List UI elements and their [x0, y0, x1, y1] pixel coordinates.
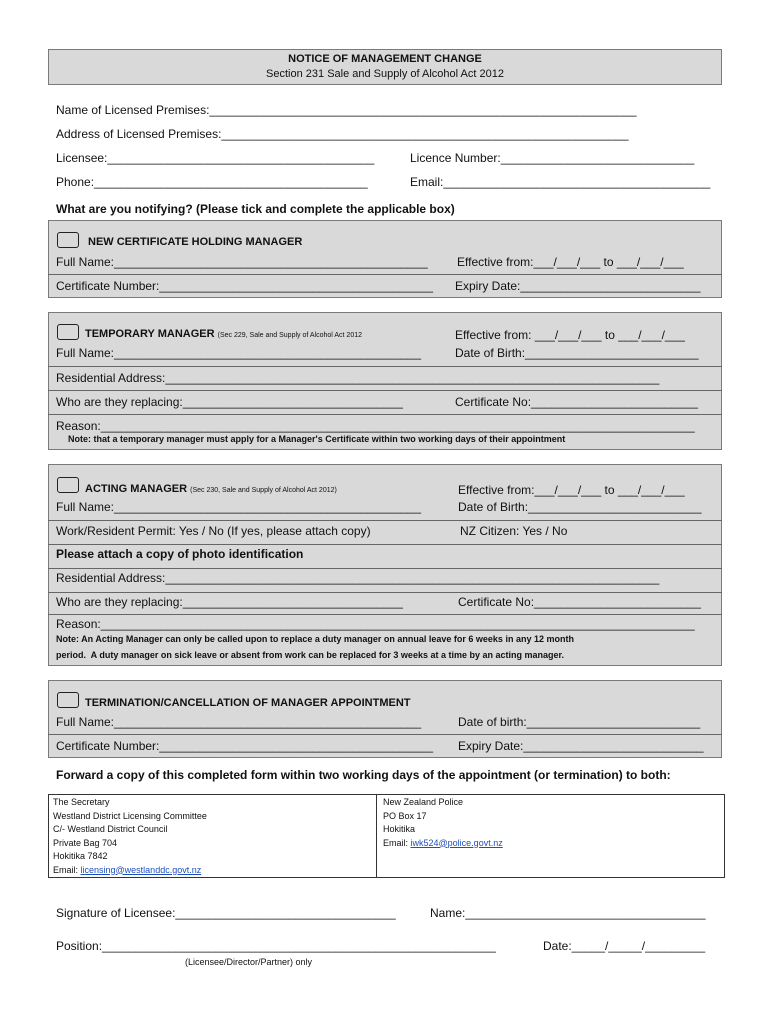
section-divider	[48, 520, 722, 521]
form-subtitle: Section 231 Sale and Supply of Alcohol Act 2012	[266, 68, 504, 80]
temporary-manager-title	[85, 328, 362, 340]
new-manager-full-name-field[interactable]: Full Name:_______________________________________________	[56, 255, 428, 269]
council-line: Westland District Licensing Committee	[53, 810, 207, 821]
temporary-manager-ref: (Sec 229, Sale and Supply of Alcohol Act 2012	[217, 332, 363, 339]
premises-address-field[interactable]: Address of Licensed Premises:_____________________________________________________________	[56, 127, 629, 141]
acting-manager-full-name-field[interactable]: Full Name:______________________________________________	[56, 500, 422, 514]
termination-checkbox[interactable]	[57, 692, 79, 708]
termination-cert-number-field[interactable]: Certificate Number:_________________________________________	[56, 739, 433, 753]
acting-manager-photo-id: Please attach a copy of photo identification	[56, 547, 304, 561]
acting-manager-permit-field[interactable]: Work/Resident Permit: Yes / No (If yes, please attach copy)	[56, 524, 371, 538]
date-field[interactable]: Date:_____/_____/_________	[543, 939, 706, 953]
licensee-field[interactable]: Licensee:________________________________________	[56, 151, 375, 165]
termination-title: TERMINATION/CANCELLATION OF MANAGER APPOINTMENT	[85, 697, 411, 709]
premises-name-field[interactable]: Name of Licensed Premises:________________________________________________________________	[56, 103, 637, 117]
section-divider	[48, 414, 722, 415]
section-divider	[48, 734, 722, 735]
signature-field[interactable]: Signature of Licensee:_________________________________	[56, 906, 396, 920]
temporary-manager-title-text: TEMPORARY MANAGER	[85, 328, 215, 340]
temporary-manager-dob-field[interactable]: Date of Birth:__________________________	[455, 346, 699, 360]
police-email-label: Email:	[383, 837, 411, 848]
council-email-label: Email:	[53, 864, 81, 875]
council-line: Hokitika 7842	[53, 851, 108, 861]
acting-manager-replacing-field[interactable]: Who are they replacing:_________________________________	[56, 595, 403, 609]
acting-manager-note-line-2: period. A duty manager on sick leave or absent from work can be replaced for 3 weeks at a time by an acting manager.	[56, 650, 565, 660]
section-divider	[48, 614, 722, 615]
police-line: New Zealand Police	[383, 797, 464, 807]
section-divider	[48, 390, 722, 391]
temporary-manager-cert-no-field[interactable]: Certificate No:_________________________	[455, 395, 698, 409]
new-manager-expiry-field[interactable]: Expiry Date:___________________________	[455, 279, 701, 293]
termination-full-name-field[interactable]: Full Name:______________________________________________	[56, 715, 422, 729]
police-address	[383, 796, 503, 850]
acting-manager-citizen-field[interactable]: NZ Citizen: Yes / No	[460, 524, 568, 538]
council-address	[53, 796, 207, 877]
section-divider	[48, 568, 722, 569]
acting-manager-title	[85, 483, 337, 495]
temporary-manager-effective-field[interactable]: Effective from: ___/___/___ to ___/___/___	[455, 328, 685, 342]
signature-name-field[interactable]: Name:____________________________________	[430, 906, 706, 920]
acting-manager-dob-field[interactable]: Date of Birth:__________________________	[458, 500, 702, 514]
temporary-manager-note: Note: that a temporary manager must apply for a Manager's Certificate within two working days of their appointment	[68, 434, 566, 444]
address-table-divider	[376, 794, 377, 877]
licence-number-field[interactable]: Licence Number:_____________________________	[410, 151, 695, 165]
section-divider	[48, 274, 722, 275]
police-line: Hokitika	[383, 824, 416, 834]
acting-manager-title-text: ACTING MANAGER	[85, 483, 188, 495]
temporary-manager-checkbox[interactable]	[57, 324, 79, 340]
acting-manager-cert-no-field[interactable]: Certificate No:_________________________	[458, 595, 701, 609]
new-manager-effective-field[interactable]: Effective from:___/___/___ to ___/___/___	[457, 255, 684, 269]
section-divider	[48, 366, 722, 367]
council-email-link[interactable]: licensing@westlanddc.govt.nz	[80, 864, 202, 875]
acting-manager-effective-field[interactable]: Effective from:___/___/___ to ___/___/___	[458, 483, 685, 497]
acting-manager-address-field[interactable]: Residential Address:__________________________________________________________________________	[56, 571, 660, 585]
position-caption: (Licensee/Director/Partner) only	[185, 957, 313, 967]
acting-manager-checkbox[interactable]	[57, 477, 79, 493]
temporary-manager-full-name-field[interactable]: Full Name:______________________________________________	[56, 346, 422, 360]
temporary-manager-reason-field[interactable]: Reason:_________________________________________________________________________________________	[56, 419, 695, 433]
email-field[interactable]: Email:________________________________________	[410, 175, 711, 189]
section-divider	[48, 544, 722, 545]
acting-manager-reason-field[interactable]: Reason:_________________________________________________________________________________________	[56, 617, 695, 631]
council-line: C/- Westland District Council	[53, 824, 168, 834]
section-divider	[48, 592, 722, 593]
temporary-manager-address-field[interactable]: Residential Address:__________________________________________________________________________	[56, 371, 660, 385]
new-manager-checkbox[interactable]	[57, 232, 79, 248]
temporary-manager-replacing-field[interactable]: Who are they replacing:_________________________________	[56, 395, 403, 409]
police-line: PO Box 17	[383, 810, 427, 821]
termination-dob-field[interactable]: Date of birth:__________________________	[458, 715, 701, 729]
notify-question: What are you notifying? (Please tick and complete the applicable box)	[56, 202, 455, 216]
termination-expiry-field[interactable]: Expiry Date:___________________________	[458, 739, 704, 753]
council-line: Private Bag 704	[53, 837, 118, 848]
position-field[interactable]: Position:___________________________________________________________	[56, 939, 496, 953]
council-line: The Secretary	[53, 797, 110, 807]
acting-manager-note-line-1: Note: An Acting Manager can only be called upon to replace a duty manager on annual leave for 6 weeks in any 12 month	[56, 634, 574, 644]
police-email-link[interactable]: iwk524@police.govt.nz	[410, 837, 503, 848]
forward-instructions: Forward a copy of this completed form within two working days of the appointment (or termination) to both:	[56, 768, 671, 782]
new-manager-cert-number-field[interactable]: Certificate Number:_________________________________________	[56, 279, 433, 293]
acting-manager-ref: (Sec 230, Sale and Supply of Alcohol Act 2012)	[190, 487, 337, 494]
form-title: NOTICE OF MANAGEMENT CHANGE	[288, 53, 482, 65]
phone-field[interactable]: Phone:_________________________________________	[56, 175, 368, 189]
new-manager-title: NEW CERTIFICATE HOLDING MANAGER	[88, 236, 303, 248]
